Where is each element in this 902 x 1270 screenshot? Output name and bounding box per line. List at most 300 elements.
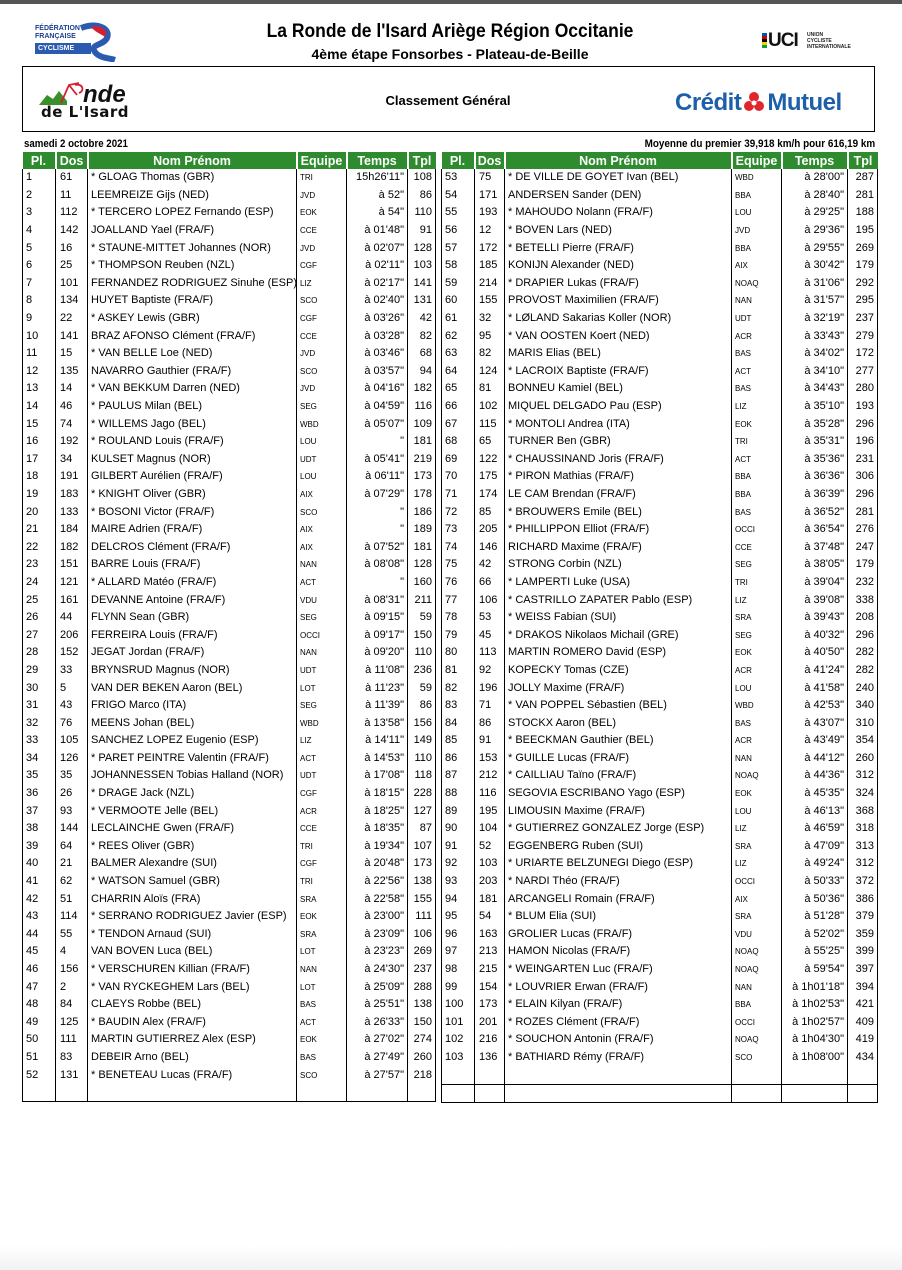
team-cell: NOAQ [732,275,782,293]
tpl-cell: 292 [848,275,878,293]
rank-cell: 17 [23,451,56,469]
tpl-cell: 379 [848,908,878,926]
col-header-name: Nom Prénom [505,152,732,169]
bib-cell: 175 [475,468,505,486]
rider-name-cell: DELCROS Clément (FRA/F) [88,538,297,556]
tpl-cell: 68 [408,345,436,363]
bib-cell: 91 [475,732,505,750]
table-row [442,750,878,768]
table-row [23,591,436,609]
bib-cell: 135 [56,363,88,381]
team-cell: LIZ [297,275,347,293]
empty-cell [442,1066,475,1084]
classification-title: Classement Général [385,93,511,108]
time-cell: à 50'36" [782,890,848,908]
bib-cell: 16 [56,239,88,257]
tpl-cell: 150 [408,1014,436,1032]
credit-mutuel-cross-icon [743,91,765,113]
table-row [442,187,878,205]
rank-cell: 65 [442,380,475,398]
rider-name-cell: GROLIER Lucas (FRA/F) [505,926,732,944]
tpl-cell: 181 [408,433,436,451]
rider-name-cell: * REES Oliver (GBR) [88,838,297,856]
time-cell: " [347,574,408,592]
rider-name-cell: MIQUEL DELGADO Pau (ESP) [505,398,732,416]
bib-cell: 121 [56,574,88,592]
tpl-cell: 196 [848,433,878,451]
table-row [442,644,878,662]
team-cell: SCO [297,1066,347,1084]
time-cell: à 50'33" [782,873,848,891]
rider-name-cell: MARIS Elias (BEL) [505,345,732,363]
rank-cell: 36 [23,785,56,803]
team-cell: WBD [732,697,782,715]
table-header-row [23,152,436,169]
rider-name-cell: * ASKEY Lewis (GBR) [88,310,297,328]
rider-name-cell: HAMON Nicolas (FRA/F) [505,943,732,961]
rider-name-cell: FERNANDEZ RODRIGUEZ Sinuhe (ESP) [88,275,297,293]
tpl-cell: 237 [408,961,436,979]
rider-name-cell: KOPECKY Tomas (CZE) [505,662,732,680]
rider-name-cell: * GUILLE Lucas (FRA/F) [505,750,732,768]
team-cell: EOK [732,785,782,803]
table-row [23,556,436,574]
table-row [23,609,436,627]
rank-cell: 1 [23,169,56,187]
time-cell: à 55'25" [782,943,848,961]
time-cell: à 42'53" [782,697,848,715]
team-cell: LOU [732,679,782,697]
table-row [23,222,436,240]
team-cell: SCO [297,503,347,521]
rank-cell: 102 [442,1031,475,1049]
table-row [23,433,436,451]
table-row [442,767,878,785]
rank-cell: 84 [442,714,475,732]
team-cell: NOAQ [732,1031,782,1049]
table-row [442,1031,878,1049]
tpl-cell: 282 [848,662,878,680]
tpl-cell: 240 [848,679,878,697]
rider-name-cell: BARRE Louis (FRA/F) [88,556,297,574]
tpl-cell: 131 [408,292,436,310]
team-cell: ACT [732,451,782,469]
rank-cell: 48 [23,996,56,1014]
table-row [442,890,878,908]
tpl-cell: 312 [848,767,878,785]
tpl-cell: 127 [408,802,436,820]
empty-cell [475,1084,505,1103]
table-row [23,327,436,345]
bib-cell: 64 [56,838,88,856]
rank-cell: 22 [23,538,56,556]
tpl-cell: 128 [408,239,436,257]
bib-cell: 174 [475,486,505,504]
time-cell: à 17'08" [347,767,408,785]
table-row [23,363,436,381]
table-row [23,750,436,768]
results-table-left [22,152,436,1102]
team-cell: ACT [297,574,347,592]
time-cell: à 26'33" [347,1014,408,1032]
time-cell: à 08'08" [347,556,408,574]
table-row [23,714,436,732]
time-cell: à 23'09" [347,926,408,944]
team-cell: TRI [732,433,782,451]
bib-cell: 112 [56,204,88,222]
rank-cell: 8 [23,292,56,310]
team-cell: NOAQ [732,767,782,785]
bib-cell: 15 [56,345,88,363]
time-cell: à 52'02" [782,926,848,944]
time-cell: à 32'19" [782,310,848,328]
tpl-cell: 195 [848,222,878,240]
rider-name-cell: * ROULAND Louis (FRA/F) [88,433,297,451]
rider-name-cell: BALMER Alexandre (SUI) [88,855,297,873]
bib-cell: 61 [56,169,88,187]
time-cell: à 22'58" [347,890,408,908]
rider-name-cell: * ROZES Clément (FRA/F) [505,1014,732,1032]
rider-name-cell: HUYET Baptiste (FRA/F) [88,292,297,310]
bib-cell: 95 [475,327,505,345]
rider-name-cell: SANCHEZ LOPEZ Eugenio (ESP) [88,732,297,750]
rider-name-cell: JOHANNESSEN Tobias Halland (NOR) [88,767,297,785]
table-row [442,961,878,979]
rank-cell: 89 [442,802,475,820]
time-cell: à 24'30" [347,961,408,979]
team-cell: UDT [732,310,782,328]
team-cell: LIZ [732,591,782,609]
rider-name-cell: MARTIN ROMERO David (ESP) [505,644,732,662]
bib-cell: 193 [475,204,505,222]
time-cell: à 43'49" [782,732,848,750]
team-cell: NAN [732,978,782,996]
rider-name-cell: FERREIRA Louis (FRA/F) [88,626,297,644]
rank-cell: 5 [23,239,56,257]
tpl-cell: 59 [408,609,436,627]
tpl-cell: 109 [408,415,436,433]
time-cell: à 13'58" [347,714,408,732]
bib-cell: 35 [56,767,88,785]
rider-name-cell: * BOSONI Victor (FRA/F) [88,503,297,521]
bib-cell: 81 [475,380,505,398]
time-cell: à 29'36" [782,222,848,240]
empty-cell [732,1066,782,1084]
col-header-pl: Pl. [442,152,475,169]
team-cell: SCO [297,292,347,310]
bib-cell: 116 [475,785,505,803]
team-cell: TRI [297,169,347,187]
col-header-time: Temps [782,152,848,169]
table-row [23,838,436,856]
table-row [442,204,878,222]
rider-name-cell: * VAN OOSTEN Koert (NED) [505,327,732,345]
rank-cell: 69 [442,451,475,469]
bib-cell: 54 [475,908,505,926]
table-row [23,574,436,592]
rank-cell: 85 [442,732,475,750]
tpl-cell: 296 [848,415,878,433]
table-row [442,363,878,381]
team-cell: LOT [297,679,347,697]
rider-name-cell: * VAN BEKKUM Darren (NED) [88,380,297,398]
table-row [23,345,436,363]
bib-cell: 191 [56,468,88,486]
bib-cell: 122 [475,451,505,469]
rider-name-cell: JOALLAND Yael (FRA/F) [88,222,297,240]
team-cell: SEG [732,626,782,644]
rider-name-cell: * STAUNE-MITTET Johannes (NOR) [88,239,297,257]
time-cell: à 03'57" [347,363,408,381]
table-row [442,169,878,187]
rider-name-cell: * PHILLIPPON Elliot (FRA/F) [505,521,732,539]
team-cell: JVD [297,187,347,205]
bib-cell: 181 [475,890,505,908]
time-cell: à 38'05" [782,556,848,574]
tpl-cell: 94 [408,363,436,381]
rank-cell: 41 [23,873,56,891]
tpl-cell: 160 [408,574,436,592]
rider-name-cell: * WEINGARTEN Luc (FRA/F) [505,961,732,979]
time-cell: à 29'25" [782,204,848,222]
rank-cell: 50 [23,1031,56,1049]
team-cell: TRI [297,873,347,891]
time-cell: à 31'57" [782,292,848,310]
tpl-cell: 281 [848,503,878,521]
time-cell: à 07'29" [347,486,408,504]
table-row [23,451,436,469]
average-speed: Moyenne du premier 39,918 km/h pour 616,19 km [644,138,875,150]
time-cell: à 03'26" [347,310,408,328]
rank-cell: 88 [442,785,475,803]
time-cell: à 52" [347,187,408,205]
table-row [23,767,436,785]
team-cell: CGF [297,257,347,275]
time-cell: à 45'35" [782,785,848,803]
bib-cell: 203 [475,873,505,891]
team-cell: UDT [297,662,347,680]
bib-cell: 25 [56,257,88,275]
table-row [442,714,878,732]
bib-cell: 83 [56,1049,88,1067]
team-cell: AIX [297,538,347,556]
bib-cell: 44 [56,609,88,627]
rider-name-cell: * BLUM Elia (SUI) [505,908,732,926]
time-cell: à 06'11" [347,468,408,486]
team-cell: JVD [297,380,347,398]
tpl-cell: 42 [408,310,436,328]
rank-cell: 97 [442,943,475,961]
time-cell: à 18'25" [347,802,408,820]
team-cell: OCCI [732,521,782,539]
team-cell: OCCI [297,626,347,644]
bib-cell: 52 [475,838,505,856]
bib-cell: 184 [56,521,88,539]
team-cell: CGF [297,310,347,328]
time-cell: à 22'56" [347,873,408,891]
bib-cell: 196 [475,679,505,697]
rank-cell: 23 [23,556,56,574]
tpl-cell: 399 [848,943,878,961]
bib-cell: 146 [475,538,505,556]
time-cell: à 1h02'53" [782,996,848,1014]
rider-name-cell: * DRAPIER Lukas (FRA/F) [505,275,732,293]
time-cell: à 18'35" [347,820,408,838]
rank-cell: 3 [23,204,56,222]
table-header-row [442,152,878,169]
tpl-cell: 276 [848,521,878,539]
rank-cell: 98 [442,961,475,979]
rank-cell: 42 [23,890,56,908]
rank-cell: 55 [442,204,475,222]
credit-mutuel-logo [675,89,842,117]
time-cell: à 49'24" [782,855,848,873]
time-cell: à 19'34" [347,838,408,856]
team-cell: EOK [732,644,782,662]
bib-cell: 133 [56,503,88,521]
tpl-cell: 237 [848,310,878,328]
table-row [442,838,878,856]
table-row [442,222,878,240]
team-cell: UDT [297,767,347,785]
race-date: samedi 2 octobre 2021 [24,138,128,150]
table-row [23,732,436,750]
rank-cell: 63 [442,345,475,363]
rank-cell: 30 [23,679,56,697]
time-cell: à 41'24" [782,662,848,680]
bib-cell: 134 [56,292,88,310]
time-cell: à 35'28" [782,415,848,433]
bib-cell: 11 [56,187,88,205]
table-row [23,521,436,539]
table-row [23,820,436,838]
table-row [23,538,436,556]
table-filler-row [442,1084,878,1103]
team-cell: TRI [732,574,782,592]
rider-name-cell: * PIRON Mathias (FRA/F) [505,468,732,486]
page-title: La Ronde de l'Isard Ariège Région Occitanie [266,21,634,42]
tpl-cell: 296 [848,486,878,504]
empty-cell [56,1084,88,1102]
team-cell: WBD [732,169,782,187]
uci-logo [762,31,872,51]
table-row [442,310,878,328]
rank-cell: 61 [442,310,475,328]
tpl-cell: 312 [848,855,878,873]
rank-cell: 43 [23,908,56,926]
rider-name-cell: DEBEIR Arno (BEL) [88,1049,297,1067]
team-cell: ACR [732,732,782,750]
rider-name-cell: ARCANGELI Romain (FRA/F) [505,890,732,908]
table-row [442,538,878,556]
tpl-cell: 107 [408,838,436,856]
time-cell: à 34'43" [782,380,848,398]
rank-cell: 18 [23,468,56,486]
tpl-cell: 149 [408,732,436,750]
tpl-cell: 287 [848,169,878,187]
tpl-cell: 295 [848,292,878,310]
bib-cell: 115 [475,415,505,433]
rider-name-cell: * ALLARD Matéo (FRA/F) [88,574,297,592]
ffc-logo-line2: FRANÇAISE [35,33,76,40]
rider-name-cell: * TERCERO LOPEZ Fernando (ESP) [88,204,297,222]
table-row [442,275,878,293]
team-cell: ACT [297,750,347,768]
time-cell: à 23'23" [347,943,408,961]
empty-cell [782,1084,848,1103]
rank-cell: 12 [23,363,56,381]
bib-cell: 26 [56,785,88,803]
empty-cell [442,1084,475,1103]
rank-cell: 15 [23,415,56,433]
rider-name-cell: BONNEU Kamiel (BEL) [505,380,732,398]
table-row [442,556,878,574]
tpl-cell: 274 [408,1031,436,1049]
time-cell: à 40'50" [782,644,848,662]
uci-logo-line1: UNION [807,32,824,38]
bib-cell: 104 [475,820,505,838]
table-row [442,943,878,961]
empty-cell [848,1066,878,1084]
rank-cell: 2 [23,187,56,205]
team-cell: NAN [732,292,782,310]
rank-cell: 13 [23,380,56,398]
tpl-cell: 318 [848,820,878,838]
rider-name-cell: DEVANNE Antoine (FRA/F) [88,591,297,609]
bib-cell: 43 [56,697,88,715]
tpl-cell: 232 [848,574,878,592]
tpl-cell: 228 [408,785,436,803]
team-cell: SCO [732,1049,782,1067]
rank-cell: 27 [23,626,56,644]
rank-cell: 20 [23,503,56,521]
col-header-time: Temps [347,152,408,169]
tpl-cell: 128 [408,556,436,574]
rank-cell: 92 [442,855,475,873]
team-cell: WBD [297,714,347,732]
rank-cell: 7 [23,275,56,293]
rank-cell: 47 [23,978,56,996]
time-cell: à 04'16" [347,380,408,398]
page-subtitle: 4ème étape Fonsorbes - Plateau-de-Beille [311,46,589,62]
bib-cell: 142 [56,222,88,240]
table-row [23,802,436,820]
team-cell: NAN [732,750,782,768]
ffc-logo [35,22,115,62]
rider-name-cell: ANDERSEN Sander (DEN) [505,187,732,205]
tpl-cell: 247 [848,538,878,556]
time-cell: à 02'40" [347,292,408,310]
table-row [442,574,878,592]
rider-name-cell: * CHAUSSINAND Joris (FRA/F) [505,451,732,469]
rank-cell: 81 [442,662,475,680]
bib-cell: 103 [475,855,505,873]
tpl-cell: 179 [848,257,878,275]
team-cell: SEG [297,697,347,715]
time-cell: à 40'32" [782,626,848,644]
table-row [442,468,878,486]
rider-name-cell: * BATHIARD Rémy (FRA/F) [505,1049,732,1067]
col-header-team: Equipe [732,152,782,169]
table-row [23,943,436,961]
rank-cell: 96 [442,926,475,944]
time-cell: à 27'57" [347,1066,408,1084]
rank-cell: 100 [442,996,475,1014]
team-cell: ACR [297,802,347,820]
team-cell: CCE [732,538,782,556]
bib-cell: 126 [56,750,88,768]
table-row [442,591,878,609]
